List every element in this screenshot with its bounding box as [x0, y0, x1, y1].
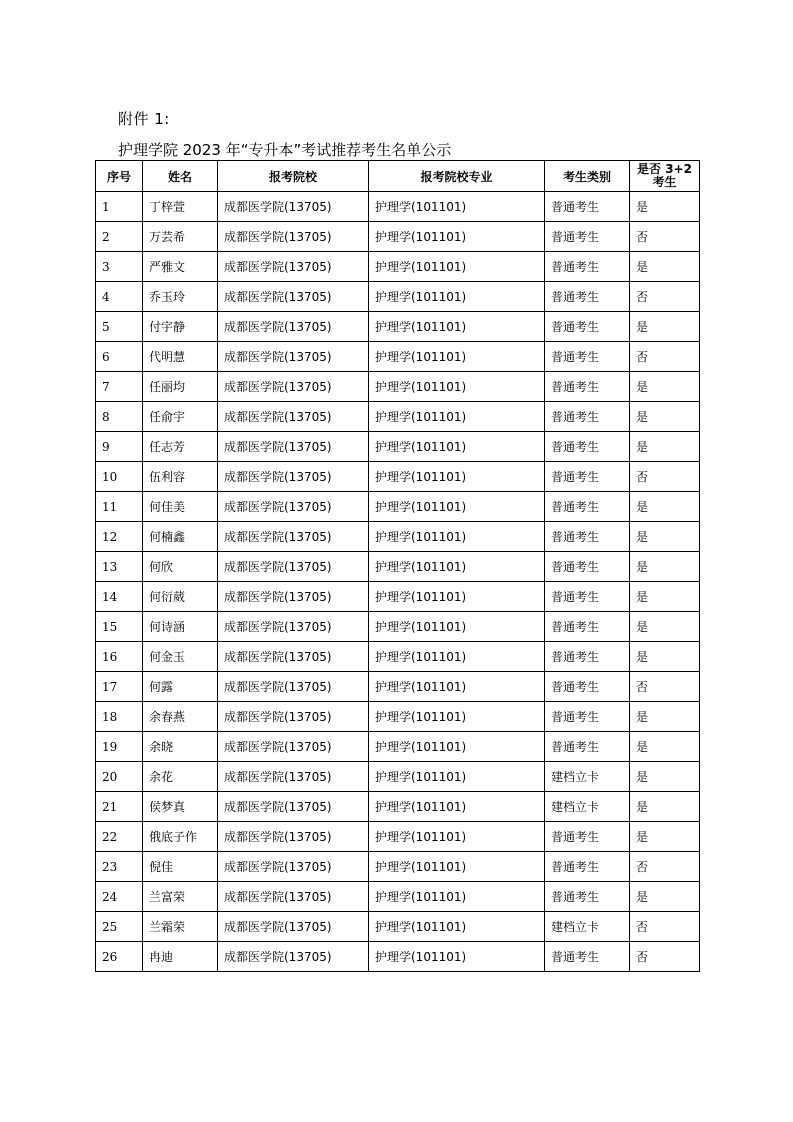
cell-name: 任丽均	[143, 372, 218, 402]
cell-applied-school: 成都医学院(13705)	[218, 192, 369, 222]
cell-applied-school: 成都医学院(13705)	[218, 552, 369, 582]
table-row	[96, 432, 700, 462]
cell-candidate-category: 普通考生	[545, 582, 630, 612]
cell-applied-school: 成都医学院(13705)	[218, 522, 369, 552]
cell-applied-major: 护理学(101101)	[369, 882, 545, 912]
cell-applied-school: 成都医学院(13705)	[218, 642, 369, 672]
cell-is-3plus2: 是	[630, 252, 700, 282]
cell-name: 倪佳	[143, 852, 218, 882]
cell-is-3plus2: 是	[630, 882, 700, 912]
cell-applied-major: 护理学(101101)	[369, 822, 545, 852]
table-row	[96, 702, 700, 732]
cell-applied-major: 护理学(101101)	[369, 912, 545, 942]
cell-serial-number: 8	[96, 402, 143, 432]
cell-name: 冉迪	[143, 942, 218, 972]
cell-name: 何欣	[143, 552, 218, 582]
cell-applied-school: 成都医学院(13705)	[218, 882, 369, 912]
cell-applied-major: 护理学(101101)	[369, 492, 545, 522]
cell-candidate-category: 普通考生	[545, 342, 630, 372]
cell-applied-major: 护理学(101101)	[369, 402, 545, 432]
cell-candidate-category: 普通考生	[545, 492, 630, 522]
cell-is-3plus2: 是	[630, 702, 700, 732]
cell-applied-school: 成都医学院(13705)	[218, 252, 369, 282]
cell-serial-number: 22	[96, 822, 143, 852]
cell-name: 任志芳	[143, 432, 218, 462]
cell-serial-number: 4	[96, 282, 143, 312]
cell-is-3plus2: 否	[630, 462, 700, 492]
cell-applied-school: 成都医学院(13705)	[218, 432, 369, 462]
cell-serial-number: 11	[96, 492, 143, 522]
cell-serial-number: 6	[96, 342, 143, 372]
cell-serial-number: 24	[96, 882, 143, 912]
cell-name: 何金玉	[143, 642, 218, 672]
table-row	[96, 492, 700, 522]
cell-serial-number: 23	[96, 852, 143, 882]
cell-name: 乔玉玲	[143, 282, 218, 312]
cell-is-3plus2: 是	[630, 762, 700, 792]
cell-candidate-category: 普通考生	[545, 312, 630, 342]
cell-serial-number: 3	[96, 252, 143, 282]
cell-name: 兰富荣	[143, 882, 218, 912]
cell-name: 何露	[143, 672, 218, 702]
cell-applied-school: 成都医学院(13705)	[218, 702, 369, 732]
cell-applied-school: 成都医学院(13705)	[218, 462, 369, 492]
cell-applied-school: 成都医学院(13705)	[218, 582, 369, 612]
cell-serial-number: 25	[96, 912, 143, 942]
header-candidate-category: 考生类别	[545, 161, 630, 192]
cell-candidate-category: 普通考生	[545, 942, 630, 972]
cell-name: 严雅文	[143, 252, 218, 282]
cell-name: 何佳美	[143, 492, 218, 522]
attachment-label: 附件 1:	[118, 110, 170, 128]
cell-is-3plus2: 是	[630, 522, 700, 552]
table-row	[96, 612, 700, 642]
cell-is-3plus2: 否	[630, 222, 700, 252]
cell-is-3plus2: 否	[630, 912, 700, 942]
table-row	[96, 282, 700, 312]
cell-name: 兰霜荣	[143, 912, 218, 942]
table-row	[96, 942, 700, 972]
candidate-table	[95, 160, 700, 972]
cell-applied-school: 成都医学院(13705)	[218, 612, 369, 642]
cell-applied-school: 成都医学院(13705)	[218, 822, 369, 852]
cell-is-3plus2: 否	[630, 942, 700, 972]
table-row	[96, 582, 700, 612]
header-is-3plus2: 是否 3+2 考生	[630, 161, 700, 192]
header-applied-major: 报考院校专业	[369, 161, 545, 192]
cell-applied-school: 成都医学院(13705)	[218, 222, 369, 252]
cell-applied-major: 护理学(101101)	[369, 942, 545, 972]
table-row	[96, 402, 700, 432]
cell-serial-number: 14	[96, 582, 143, 612]
cell-is-3plus2: 否	[630, 342, 700, 372]
cell-serial-number: 26	[96, 942, 143, 972]
cell-name: 侯梦真	[143, 792, 218, 822]
table-header-row	[96, 161, 700, 192]
table-row	[96, 192, 700, 222]
cell-candidate-category: 普通考生	[545, 222, 630, 252]
header-name: 姓名	[143, 161, 218, 192]
cell-applied-major: 护理学(101101)	[369, 552, 545, 582]
cell-is-3plus2: 是	[630, 552, 700, 582]
cell-candidate-category: 普通考生	[545, 702, 630, 732]
cell-applied-school: 成都医学院(13705)	[218, 312, 369, 342]
cell-name: 余花	[143, 762, 218, 792]
cell-name: 余春燕	[143, 702, 218, 732]
cell-applied-major: 护理学(101101)	[369, 732, 545, 762]
cell-serial-number: 19	[96, 732, 143, 762]
cell-applied-major: 护理学(101101)	[369, 672, 545, 702]
cell-is-3plus2: 是	[630, 312, 700, 342]
table-row	[96, 672, 700, 702]
table-row	[96, 732, 700, 762]
cell-serial-number: 10	[96, 462, 143, 492]
cell-applied-major: 护理学(101101)	[369, 582, 545, 612]
cell-serial-number: 15	[96, 612, 143, 642]
cell-applied-major: 护理学(101101)	[369, 462, 545, 492]
cell-applied-major: 护理学(101101)	[369, 312, 545, 342]
cell-applied-major: 护理学(101101)	[369, 792, 545, 822]
cell-candidate-category: 建档立卡	[545, 792, 630, 822]
cell-candidate-category: 普通考生	[545, 672, 630, 702]
table-row	[96, 222, 700, 252]
cell-applied-school: 成都医学院(13705)	[218, 792, 369, 822]
cell-name: 代明慧	[143, 342, 218, 372]
cell-applied-school: 成都医学院(13705)	[218, 372, 369, 402]
table-row	[96, 852, 700, 882]
cell-candidate-category: 普通考生	[545, 402, 630, 432]
cell-serial-number: 9	[96, 432, 143, 462]
cell-name: 伍利容	[143, 462, 218, 492]
cell-is-3plus2: 否	[630, 672, 700, 702]
cell-serial-number: 7	[96, 372, 143, 402]
cell-applied-school: 成都医学院(13705)	[218, 492, 369, 522]
table-row	[96, 462, 700, 492]
cell-applied-school: 成都医学院(13705)	[218, 282, 369, 312]
cell-candidate-category: 普通考生	[545, 552, 630, 582]
cell-candidate-category: 普通考生	[545, 372, 630, 402]
table-row	[96, 522, 700, 552]
cell-candidate-category: 普通考生	[545, 192, 630, 222]
cell-name: 余晓	[143, 732, 218, 762]
cell-applied-major: 护理学(101101)	[369, 282, 545, 312]
cell-is-3plus2: 是	[630, 642, 700, 672]
cell-is-3plus2: 是	[630, 612, 700, 642]
cell-serial-number: 1	[96, 192, 143, 222]
cell-is-3plus2: 是	[630, 822, 700, 852]
cell-is-3plus2: 是	[630, 732, 700, 762]
cell-candidate-category: 普通考生	[545, 252, 630, 282]
cell-applied-major: 护理学(101101)	[369, 522, 545, 552]
cell-serial-number: 12	[96, 522, 143, 552]
table-row	[96, 822, 700, 852]
cell-is-3plus2: 是	[630, 372, 700, 402]
cell-applied-school: 成都医学院(13705)	[218, 342, 369, 372]
cell-serial-number: 17	[96, 672, 143, 702]
table-row	[96, 372, 700, 402]
table-row	[96, 552, 700, 582]
header-applied-school: 报考院校	[218, 161, 369, 192]
cell-candidate-category: 普通考生	[545, 432, 630, 462]
cell-candidate-category: 普通考生	[545, 282, 630, 312]
cell-applied-major: 护理学(101101)	[369, 192, 545, 222]
cell-applied-major: 护理学(101101)	[369, 612, 545, 642]
cell-candidate-category: 普通考生	[545, 462, 630, 492]
cell-applied-school: 成都医学院(13705)	[218, 402, 369, 432]
cell-serial-number: 5	[96, 312, 143, 342]
cell-candidate-category: 普通考生	[545, 852, 630, 882]
cell-is-3plus2: 是	[630, 792, 700, 822]
cell-serial-number: 13	[96, 552, 143, 582]
table-row	[96, 792, 700, 822]
cell-applied-school: 成都医学院(13705)	[218, 672, 369, 702]
cell-candidate-category: 普通考生	[545, 732, 630, 762]
cell-is-3plus2: 是	[630, 582, 700, 612]
document-title: 护理学院 2023 年“专升本”考试推荐考生名单公示	[118, 141, 452, 159]
cell-serial-number: 21	[96, 792, 143, 822]
cell-candidate-category: 普通考生	[545, 522, 630, 552]
cell-candidate-category: 建档立卡	[545, 912, 630, 942]
cell-applied-major: 护理学(101101)	[369, 642, 545, 672]
cell-applied-major: 护理学(101101)	[369, 372, 545, 402]
cell-is-3plus2: 是	[630, 432, 700, 462]
cell-name: 何楠鑫	[143, 522, 218, 552]
cell-candidate-category: 普通考生	[545, 612, 630, 642]
header-serial-number: 序号	[96, 161, 143, 192]
cell-name: 付宇静	[143, 312, 218, 342]
cell-name: 何诗涵	[143, 612, 218, 642]
cell-candidate-category: 普通考生	[545, 642, 630, 672]
cell-applied-major: 护理学(101101)	[369, 432, 545, 462]
table-row	[96, 252, 700, 282]
cell-applied-major: 护理学(101101)	[369, 702, 545, 732]
cell-name: 任俞宇	[143, 402, 218, 432]
cell-candidate-category: 建档立卡	[545, 762, 630, 792]
cell-is-3plus2: 是	[630, 402, 700, 432]
cell-applied-major: 护理学(101101)	[369, 762, 545, 792]
table-row	[96, 312, 700, 342]
cell-is-3plus2: 是	[630, 192, 700, 222]
cell-is-3plus2: 否	[630, 852, 700, 882]
table-row	[96, 912, 700, 942]
cell-applied-school: 成都医学院(13705)	[218, 762, 369, 792]
cell-serial-number: 16	[96, 642, 143, 672]
cell-name: 丁梓萱	[143, 192, 218, 222]
cell-applied-school: 成都医学院(13705)	[218, 942, 369, 972]
cell-applied-school: 成都医学院(13705)	[218, 732, 369, 762]
cell-serial-number: 18	[96, 702, 143, 732]
cell-is-3plus2: 是	[630, 492, 700, 522]
table-row	[96, 342, 700, 372]
cell-applied-school: 成都医学院(13705)	[218, 912, 369, 942]
cell-applied-major: 护理学(101101)	[369, 342, 545, 372]
cell-name: 何衍葳	[143, 582, 218, 612]
cell-serial-number: 20	[96, 762, 143, 792]
cell-name: 万芸希	[143, 222, 218, 252]
cell-is-3plus2: 否	[630, 282, 700, 312]
cell-applied-major: 护理学(101101)	[369, 852, 545, 882]
cell-applied-school: 成都医学院(13705)	[218, 852, 369, 882]
cell-candidate-category: 普通考生	[545, 882, 630, 912]
table-row	[96, 642, 700, 672]
cell-serial-number: 2	[96, 222, 143, 252]
table-row	[96, 762, 700, 792]
cell-applied-major: 护理学(101101)	[369, 252, 545, 282]
table-body	[96, 192, 700, 972]
table-row	[96, 882, 700, 912]
cell-applied-major: 护理学(101101)	[369, 222, 545, 252]
cell-name: 俄底子作	[143, 822, 218, 852]
cell-candidate-category: 普通考生	[545, 822, 630, 852]
